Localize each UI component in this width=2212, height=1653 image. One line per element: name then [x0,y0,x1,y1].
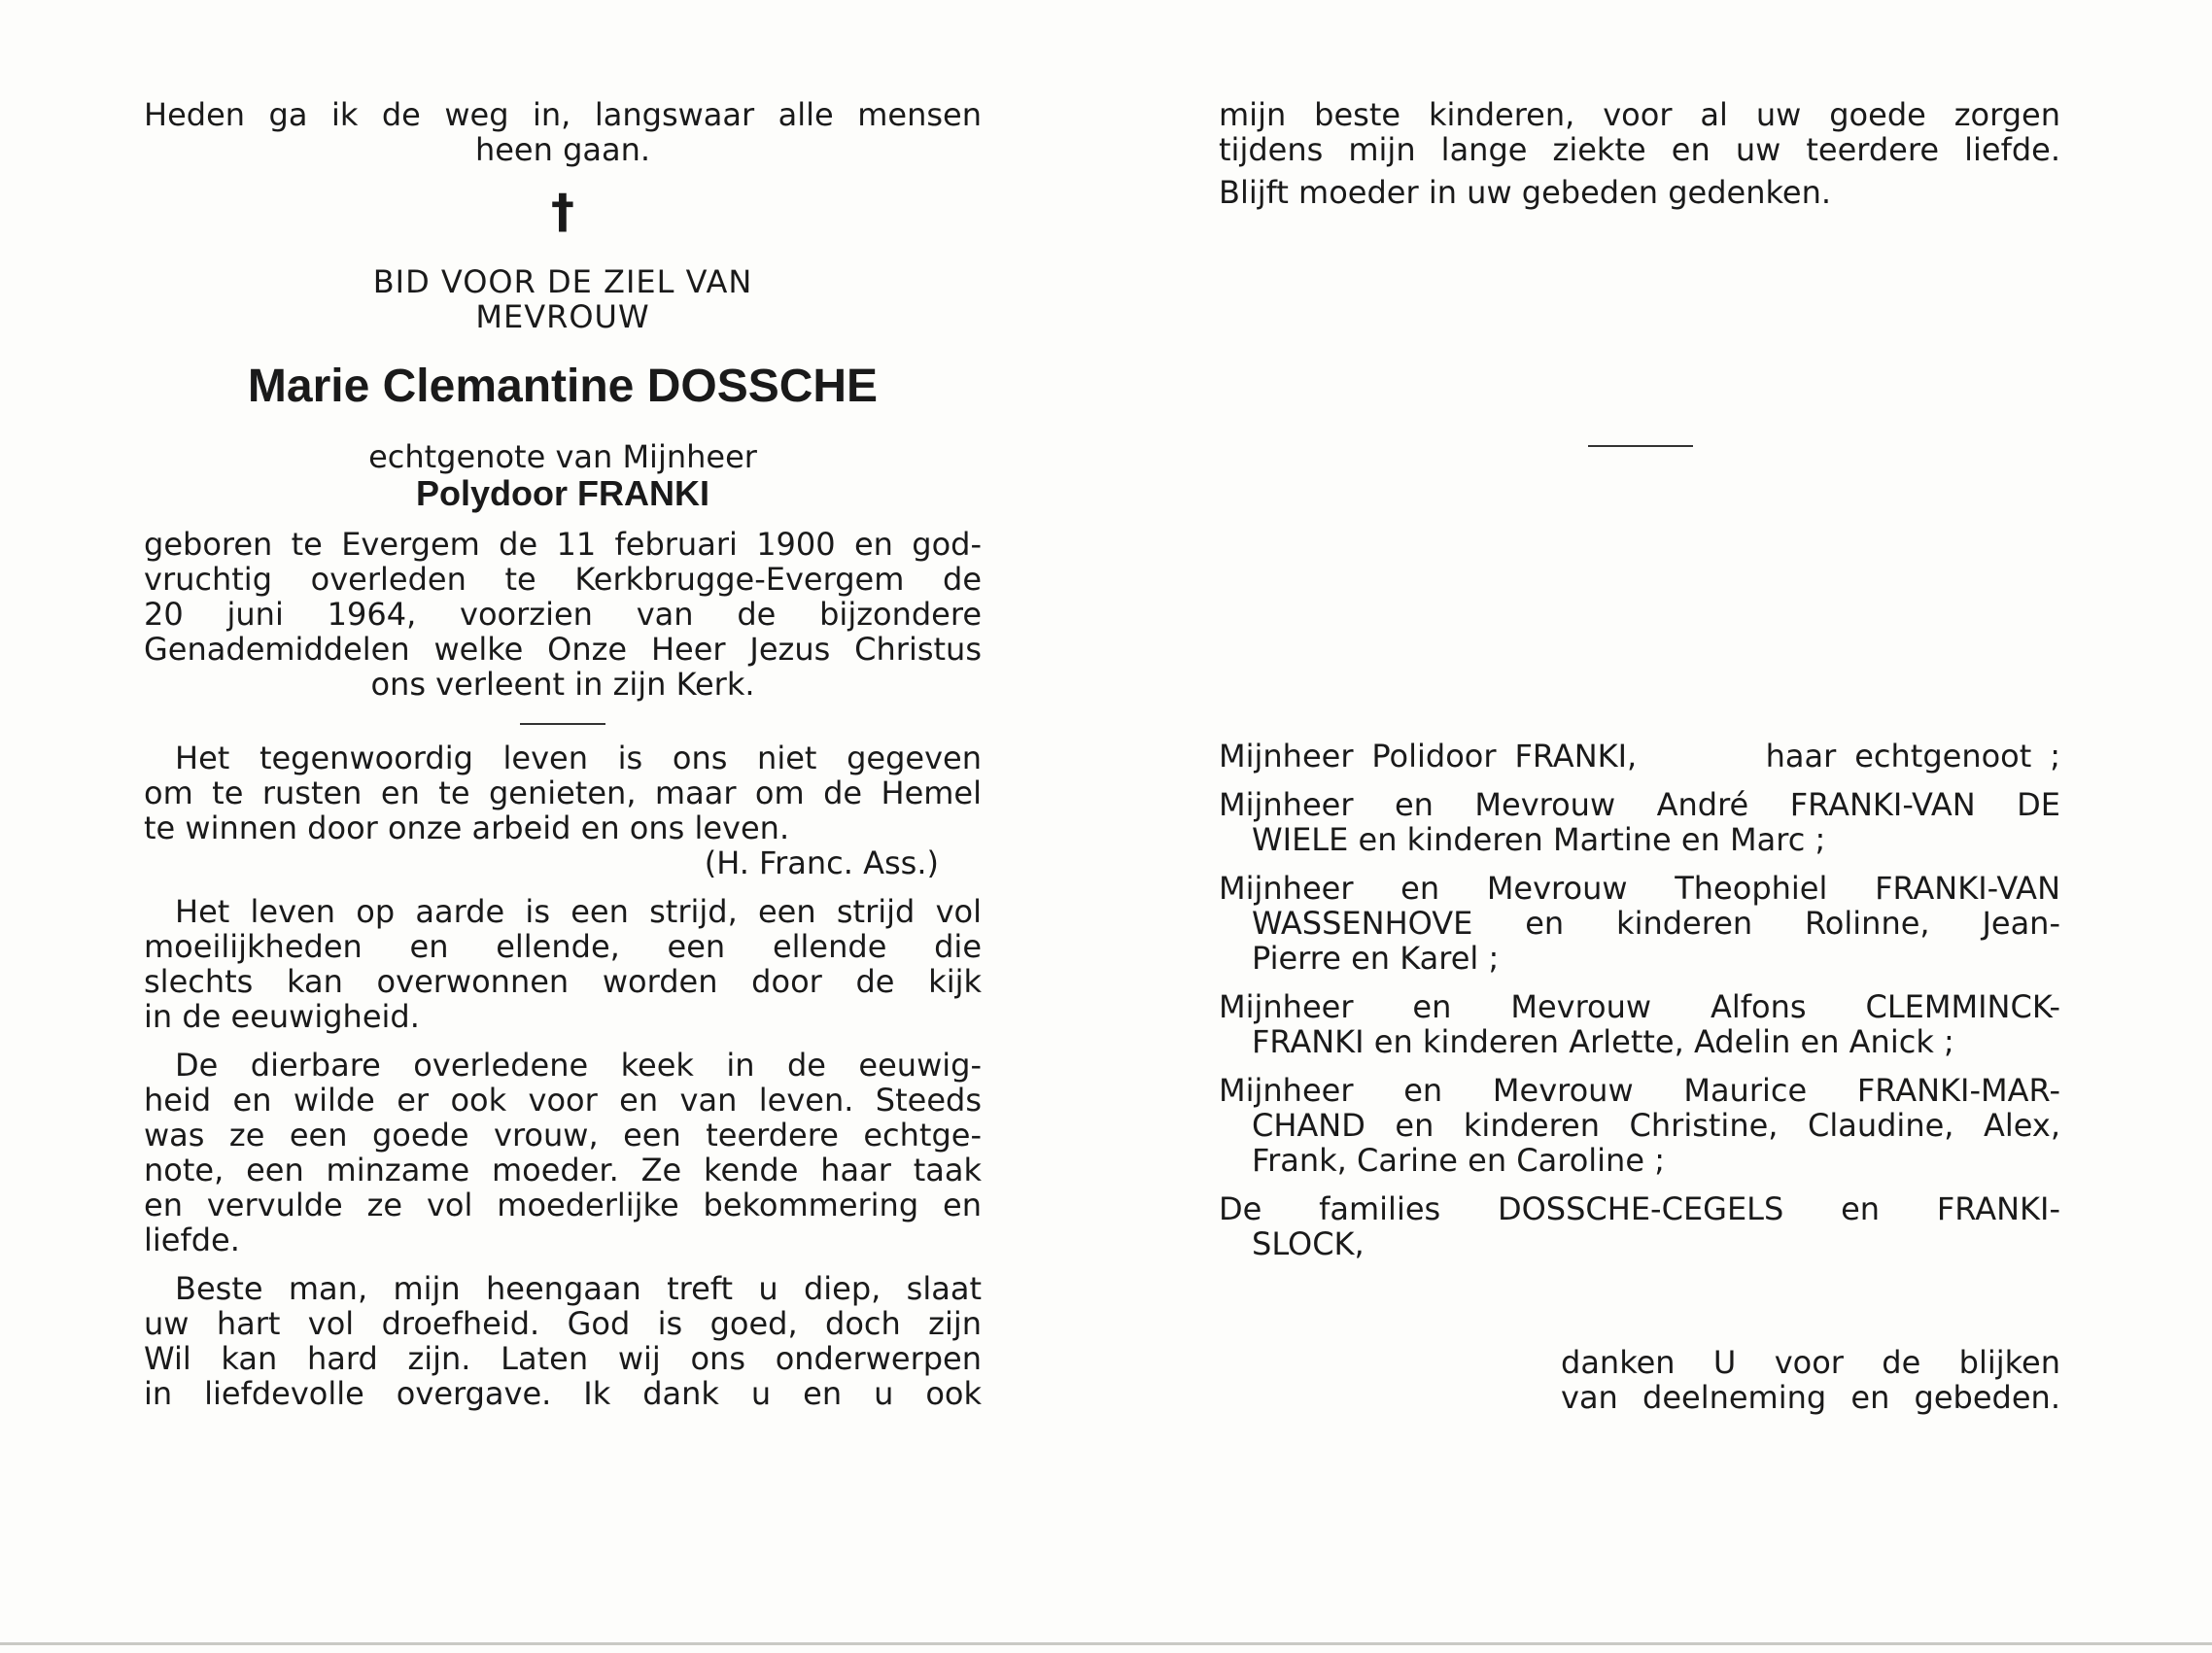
thanks-line-1: danken U voor de blijken [1561,1344,2060,1381]
family-entry-families [1219,1191,2060,1261]
para3-line-4: note, een minzame moeder. Ze kende haar taak [144,1152,982,1188]
quote-line-3: te winnen door onze arbeid en ons leven. [144,809,790,846]
family-line: CHAND en kinderen Christine, Claudine, Alex, [1252,1107,2060,1144]
continuation-line-1: mijn beste kinderen, voor al uw goede zorgen [1219,96,2060,133]
intro-line-2: heen gaan. [474,131,651,168]
spouse-name: Polydoor FRANKI [416,473,709,513]
card-bottom-edge [0,1642,2212,1645]
family-line: Pierre en Karel ; [1252,940,1500,977]
family-line: WIELE en kinderen Martine en Marc ; [1252,821,1826,858]
para4-line-1: Beste man, mijn heengaan treft u diep, slaat [175,1270,982,1307]
family-line: SLOCK, [1252,1225,1365,1262]
family-entry-spouse [1219,739,2060,774]
family-line: WASSENHOVE en kinderen Rolinne, Jean- [1252,905,2060,942]
para3-line-5: en vervulde ze vol moederlijke bekommering en [144,1187,982,1223]
quote-line-2: om te rusten en te genieten, maar om de Hemel [144,775,982,811]
para2-line-4: in de eeuwigheid. [144,998,420,1035]
intro-line-1: Heden ga ik de weg in, langswaar alle mensen [144,96,982,133]
divider-left [520,723,605,725]
birth-line-5: ons verleent in zijn Kerk. [370,666,755,703]
family-line: Frank, Carine en Caroline ; [1252,1142,1665,1179]
para3-line-6: liefde. [144,1222,240,1258]
family-line: Mijnheer en Mevrouw André FRANKI-VAN DE [1219,786,2060,823]
birth-line-2: vruchtig overleden te Kerkbrugge-Evergem de [144,561,982,598]
para2-line-1: Het leven op aarde is een strijd, een strijd vol [175,893,982,930]
para3-line-1: De dierbare overledene keek in de eeuwig- [175,1047,982,1084]
thanks-block [1561,1345,2060,1415]
prayer-line-1: BID VOOR DE ZIEL VAN [372,263,753,300]
family-entry-alfons [1219,989,2060,1059]
continuation-line-2: tijdens mijn lange ziekte en uw teerdere liefde. [1219,131,2060,168]
family-line: Mijnheer Polidoor FRANKI, haar echtgenoot ; [1219,738,2060,775]
family-line: Mijnheer en Mevrouw Maurice FRANKI-MAR- [1219,1072,2060,1109]
spouse-intro: echtgenote van Mijnheer [368,438,757,475]
family-line: FRANKI en kinderen Arlette, Adelin en Anick ; [1252,1023,1954,1060]
family-entry-maurice [1219,1073,2060,1178]
para3-line-2: heid en wilde er ook voor en van leven. Steeds [144,1082,982,1119]
quote-line-1: Het tegenwoordig leven is ons niet gegeven [175,740,982,776]
para4-line-4: in liefdevolle overgave. Ik dank u en u ook [144,1375,982,1412]
thanks-line-2: van deelneming en gebeden. [1561,1379,2060,1416]
family-list [1219,739,2060,1275]
para3-line-3: was ze een goede vrouw, een teerdere echtge- [144,1117,982,1154]
deceased-name: Marie Clemantine DOSSCHE [247,361,879,412]
left-page [144,97,982,1411]
family-entry-theophiel [1219,871,2060,976]
para4-line-2: uw hart vol droefheid. God is goed, doch zijn [144,1305,982,1342]
family-line: Mijnheer en Mevrouw Alfons CLEMMINCK- [1219,988,2060,1025]
birth-line-3: 20 juni 1964, voorzien van de bijzondere [144,596,982,633]
cross-icon: † [551,185,574,239]
right-page [1219,97,2060,210]
birth-line-1: geboren te Evergem de 11 februari 1900 en god- [144,526,982,563]
birth-line-4: Genademiddelen welke Onze Heer Jezus Christus [144,631,982,668]
para2-line-2: moeilijkheden en ellende, een ellende die [144,928,982,965]
remember-line: Blijft moeder in uw gebeden gedenken. [1219,174,1832,211]
para2-line-3: slechts kan overwonnen worden door de kijk [144,963,982,1000]
quote-source: (H. Franc. Ass.) [704,844,939,881]
divider-right [1588,445,1693,447]
prayer-line-2: MEVROUW [475,298,650,335]
family-entry-andre [1219,787,2060,857]
family-line: De families DOSSCHE-CEGELS en FRANKI- [1219,1190,2060,1227]
para4-line-3: Wil kan hard zijn. Laten wij ons onderwerpen [144,1340,982,1377]
family-line: Mijnheer en Mevrouw Theophiel FRANKI-VAN [1219,870,2060,907]
